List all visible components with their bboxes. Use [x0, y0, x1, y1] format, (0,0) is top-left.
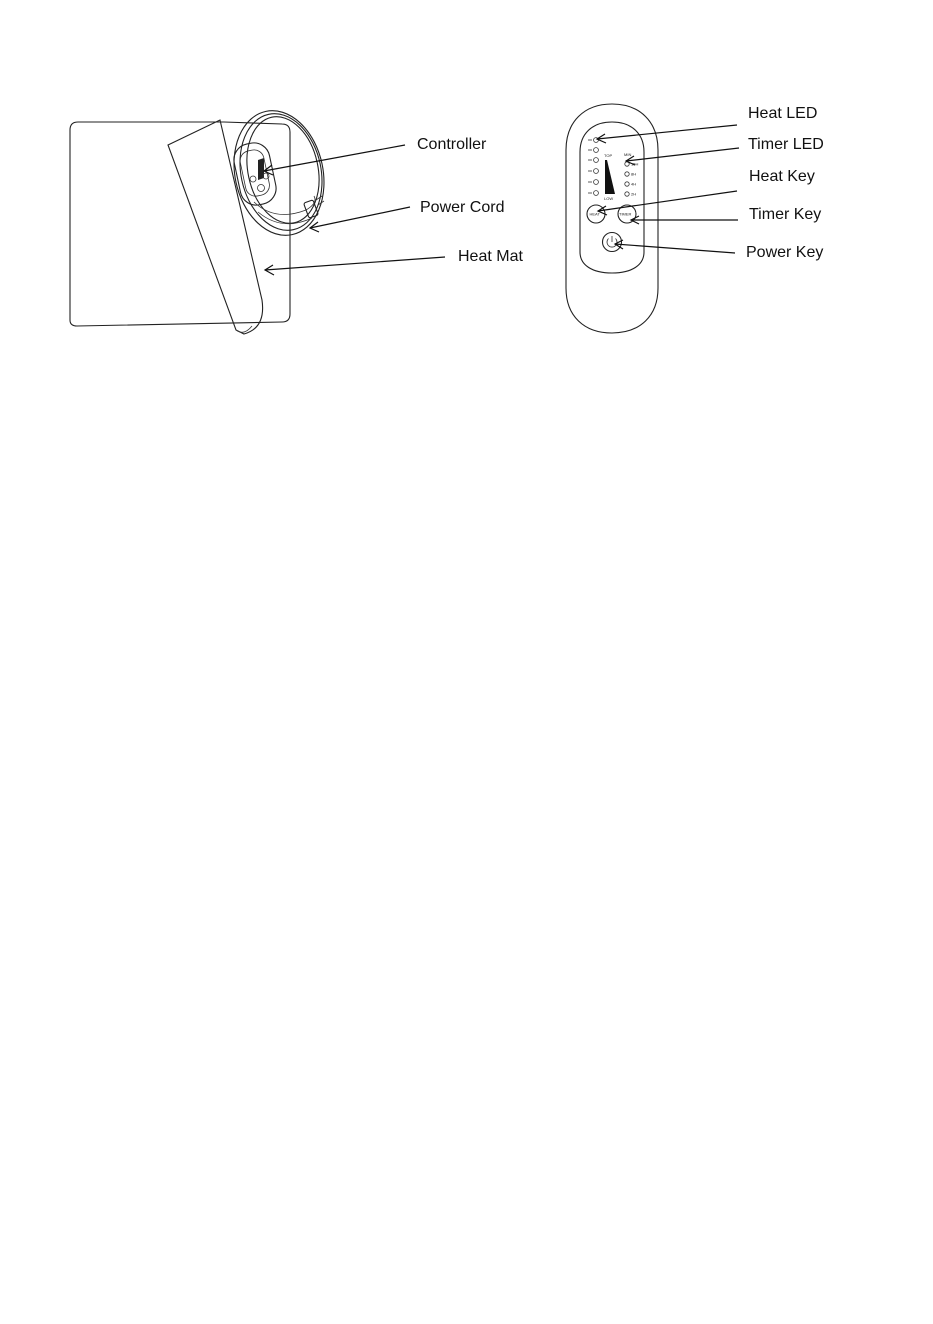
controller-label: Controller [417, 136, 487, 153]
timer-led-column [624, 152, 638, 197]
timer-option-4: 2H [631, 191, 637, 197]
timer-led-pointer [626, 148, 739, 161]
heat-mat-folded-flap [168, 120, 263, 334]
heat-led-column [588, 138, 598, 196]
heat-key-text: HEAT [589, 211, 600, 217]
heat-mat-body [70, 122, 290, 326]
controller-pointer [264, 145, 405, 171]
power-cord-label: Power Cord [420, 199, 505, 216]
top-mark: TOP [604, 153, 613, 158]
mat-pointers [264, 145, 445, 275]
product-diagram [0, 0, 933, 380]
timer-key-text: TIMER [619, 211, 632, 217]
controller-pointers [597, 125, 739, 253]
power-key-label: Power Key [746, 244, 824, 261]
power-key-pointer [615, 244, 735, 253]
timer-option-3: 4H [631, 181, 637, 187]
heat-key-pointer [598, 191, 737, 211]
timer-option-1: 15H [631, 161, 639, 167]
heat-mat-figure [70, 102, 335, 334]
timer-legend: MIN [624, 152, 632, 157]
power-cord-pointer [310, 207, 410, 228]
heat-mat-pointer [265, 257, 445, 270]
heat-mat-label: Heat Mat [458, 248, 523, 265]
heat-led-pointer [597, 125, 737, 139]
timer-option-2: 8H [631, 171, 637, 177]
low-mark: LOW [604, 196, 614, 201]
heat-led-label: Heat LED [748, 105, 818, 122]
controller-figure [566, 104, 658, 333]
timer-led-label: Timer LED [748, 136, 824, 153]
heat-key-label: Heat Key [749, 168, 815, 185]
heat-level-wedge [605, 160, 615, 194]
timer-key-label: Timer Key [749, 206, 822, 223]
